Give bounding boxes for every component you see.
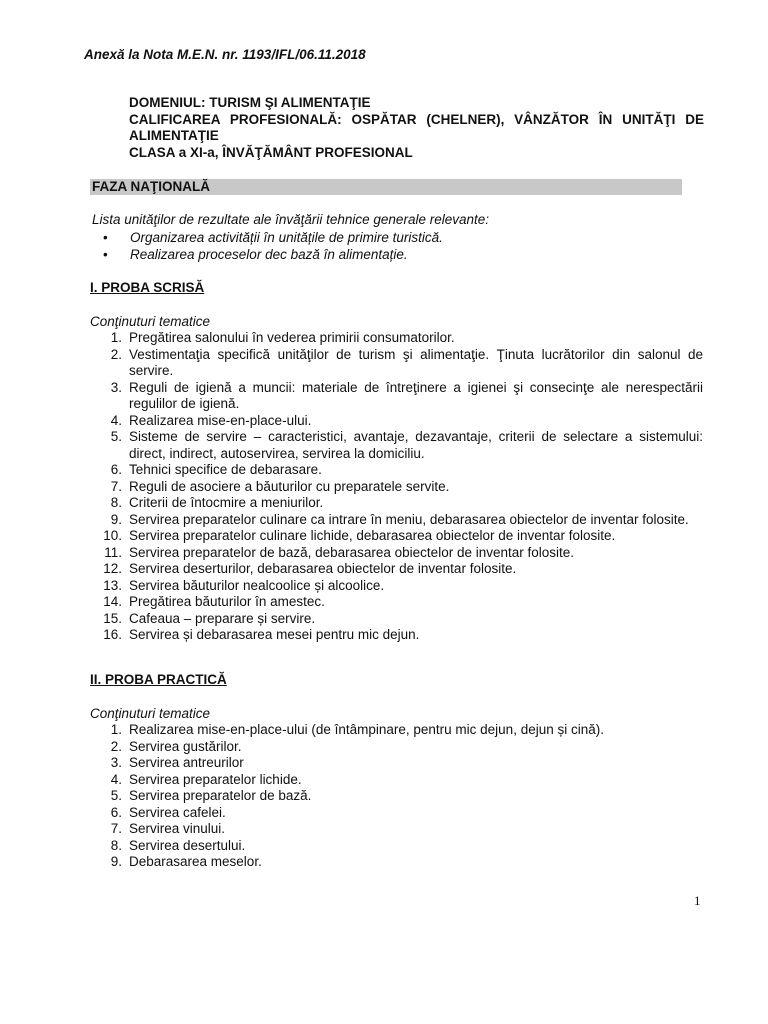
item-number: 6. [110, 462, 122, 477]
intro-block [92, 211, 692, 263]
item-text: Pregătirea salonului în vederea primirii consumatorilor. [129, 330, 455, 345]
item-number: 1. [110, 722, 122, 737]
list-item [90, 495, 703, 512]
item-number: 13. [103, 577, 122, 593]
bullet-icon: • [103, 247, 108, 262]
item-text: Tehnici specifice de debarasare. [129, 462, 322, 477]
qualification-heading-line2: ALIMENTAŢIE [129, 128, 219, 143]
page-number: 1 [694, 893, 701, 908]
document-header [129, 95, 704, 161]
list-item [90, 528, 703, 545]
item-number: 9. [110, 854, 122, 869]
intro-bullet-item [92, 246, 692, 263]
list-item [90, 462, 703, 479]
item-text: Cafeaua – preparare și servire. [129, 610, 316, 626]
item-number: 2. [110, 738, 122, 754]
section-written-subtitle: Conţinuturi tematice [90, 314, 211, 329]
list-item [90, 578, 703, 595]
item-number: 14. [103, 594, 122, 609]
item-number: 15. [103, 610, 122, 626]
item-number: 16. [103, 627, 122, 642]
item-text: Reguli de asociere a băuturilor cu preparatele servite. [129, 478, 450, 494]
item-number: 9. [110, 511, 122, 527]
list-item [90, 429, 703, 462]
class-heading: CLASA a XI-a, ÎNVĂŢĂMÂNT PROFESIONAL [129, 144, 413, 160]
item-text: Servirea gustărilor. [129, 738, 242, 754]
item-number: 5. [110, 429, 122, 444]
item-text: Debarasarea meselor. [129, 854, 262, 869]
item-text: Vestimentaţia specifică unităţilor de turism şi alimentaţie. Ţinuta lucrătorilor din salonul de servire. [129, 346, 703, 378]
bullet-icon: • [103, 230, 108, 245]
domain-heading: DOMENIUL: TURISM ŞI ALIMENTAŢIE [129, 95, 371, 110]
item-text: Servirea preparatelor de bază. [129, 788, 312, 803]
list-item [90, 512, 703, 529]
item-text: Sisteme de servire – caracteristici, avantaje, dezavantaje, criterii de selectare a sistemului: direct, indirect, autoservirea, servirea la domiciliu. [129, 429, 703, 461]
item-number: 11. [104, 544, 122, 560]
item-text: Realizarea mise-en-place-ului. [129, 412, 312, 428]
intro-bullet-item [92, 229, 692, 246]
item-number: 4. [110, 771, 122, 787]
list-item [90, 594, 703, 611]
list-item [90, 413, 703, 430]
written-topics-list [90, 330, 703, 644]
item-text: Servirea preparatelor culinare lichide, debarasarea obiectelor de inventar folosite. [129, 528, 616, 543]
item-text: Reguli de igienă a muncii: materiale de întreţinere a igienei şi consecinţe ale nerespectării regulilor de igienă. [129, 379, 703, 411]
list-item [90, 755, 703, 772]
list-item [90, 330, 703, 347]
list-item [90, 380, 703, 413]
list-item [90, 805, 703, 822]
list-item [90, 838, 703, 855]
intro-bullet-list [92, 229, 692, 263]
annex-note: Anexă la Nota M.E.N. nr. 1193/IFL/06.11.2018 [84, 47, 366, 62]
item-number: 3. [110, 379, 122, 395]
item-text: Servirea preparatelor culinare ca intrare în meniu, debarasarea obiectelor de inventar folosite. [129, 511, 689, 527]
practical-topics-list [90, 722, 703, 871]
item-text: Servirea cafelei. [129, 804, 226, 820]
list-item [90, 772, 703, 789]
item-text: Servirea deserturilor, debarasarea obiectelor de inventar folosite. [129, 561, 517, 576]
item-number: 2. [110, 346, 122, 362]
item-number: 7. [110, 821, 122, 836]
section-practical-title: II. PROBA PRACTICĂ [90, 672, 227, 687]
list-item [90, 722, 703, 739]
item-number: 12. [103, 561, 122, 576]
phase-banner: FAZA NAŢIONALĂ [90, 179, 682, 195]
intro-text: Lista unităţilor de rezultate ale învăţării tehnice generale relevante: [92, 212, 489, 227]
qualification-heading-line1: CALIFICAREA PROFESIONALĂ: OSPĂTAR (CHELNER), VÂNZĂTOR ÎN UNITĂŢI DE [129, 111, 704, 127]
item-number: 1. [110, 330, 122, 345]
item-number: 8. [110, 837, 122, 853]
intro-bullet-text: Realizarea proceselor dec bază în alimentație. [130, 247, 408, 262]
list-item [90, 821, 703, 838]
item-text: Realizarea mise-en-place-ului (de întâmpinare, pentru mic dejun, dejun și cină). [129, 722, 604, 737]
item-text: Servirea preparatelor lichide. [129, 771, 302, 787]
section-practical-subtitle: Conţinuturi tematice [90, 706, 211, 721]
item-text: Criterii de întocmire a meniurilor. [129, 495, 324, 510]
item-number: 10. [103, 528, 122, 543]
list-item [90, 561, 703, 578]
item-text: Pregătirea băuturilor în amestec. [129, 594, 325, 609]
list-item [90, 739, 703, 756]
list-item [90, 627, 703, 644]
item-number: 7. [110, 478, 122, 494]
item-number: 3. [110, 755, 122, 770]
list-item [90, 788, 703, 805]
list-item [90, 347, 703, 380]
intro-bullet-text: Organizarea activității în unitățile de primire turistică. [130, 230, 443, 245]
item-text: Servirea vinului. [129, 821, 226, 836]
item-text: Servirea și debarasarea mesei pentru mic dejun. [129, 627, 420, 642]
list-item [90, 545, 703, 562]
item-text: Servirea desertului. [129, 837, 246, 853]
item-number: 8. [110, 495, 122, 510]
item-number: 4. [110, 412, 122, 428]
list-item [90, 854, 703, 871]
item-text: Servirea preparatelor de bază, debarasarea obiectelor de inventar folosite. [129, 544, 575, 560]
item-number: 5. [110, 788, 122, 803]
list-item [90, 611, 703, 628]
list-item [90, 479, 703, 496]
item-text: Servirea antreurilor [129, 755, 244, 770]
section-written-title: I. PROBA SCRISĂ [90, 280, 205, 295]
item-text: Servirea băuturilor nealcoolice și alcoolice. [129, 577, 385, 593]
item-number: 6. [110, 804, 122, 820]
